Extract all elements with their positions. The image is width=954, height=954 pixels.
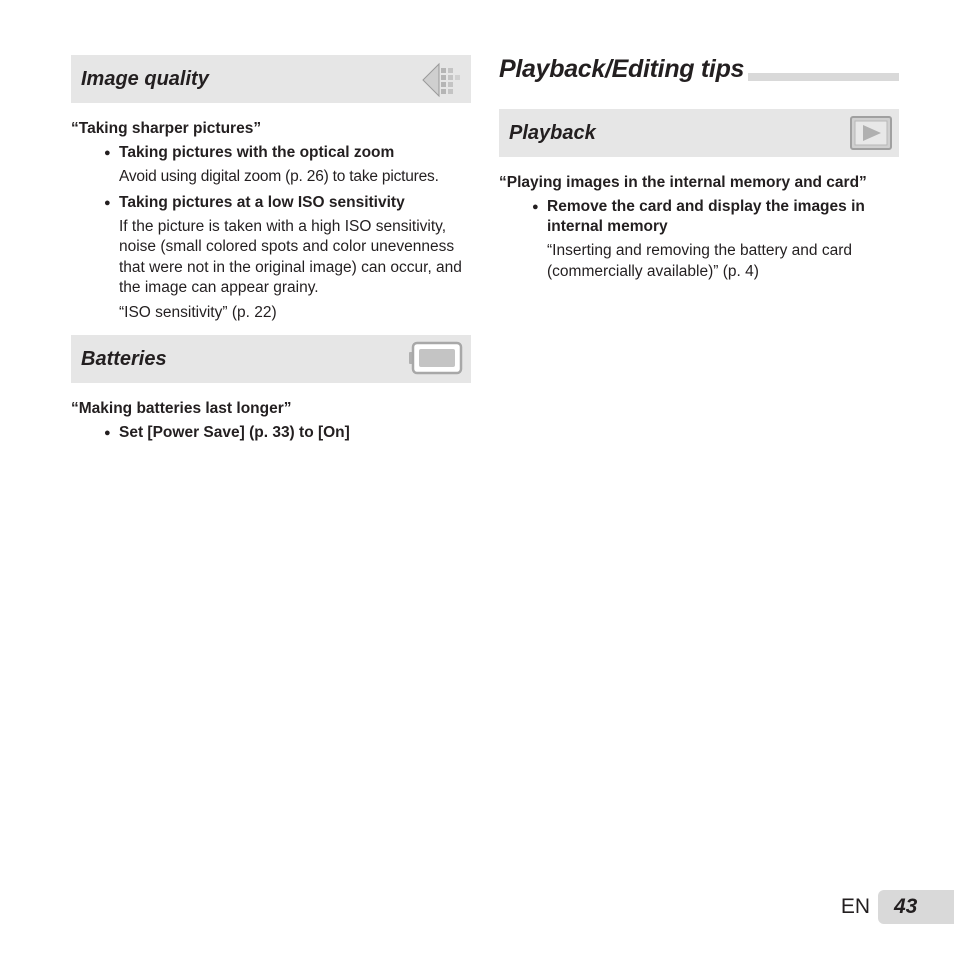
- playback-quote: “Playing images in the internal memory and card”: [499, 174, 867, 191]
- language-label: EN: [840, 895, 870, 918]
- batteries-section-header: [71, 335, 471, 383]
- bullet-remove-card: ● Remove the card and display the images in internal memory: [499, 197, 899, 237]
- image-quality-title: Image quality: [81, 67, 209, 90]
- play-icon: [849, 113, 893, 153]
- batteries-quote: “Making batteries last longer”: [71, 400, 292, 417]
- right-column: [499, 55, 899, 282]
- iso-sensitivity-ref: “ISO sensitivity” (p. 22): [119, 303, 277, 321]
- optical-zoom-text: Avoid using digital zoom (p. 26) to take pictures.: [119, 168, 439, 185]
- main-heading: [499, 55, 899, 85]
- playback-title: Playback: [509, 121, 596, 144]
- image-quality-section-header: [71, 55, 471, 103]
- bullet-power-save: ● Set [Power Save] (p. 33) to [On]: [71, 423, 471, 443]
- bullet-optical-zoom: ● Taking pictures with the optical zoom: [71, 143, 471, 163]
- battery-card-ref: “Inserting and removing the battery and card (commercially available)” (p. 4): [547, 242, 853, 280]
- battery-icon: [407, 339, 465, 379]
- page-number: 43: [878, 890, 954, 924]
- image-quality-quote: “Taking sharper pictures”: [71, 120, 262, 137]
- bullet-low-iso: ● Taking pictures at a low ISO sensitivity: [71, 193, 471, 213]
- left-column: [71, 55, 471, 443]
- batteries-title: Batteries: [81, 347, 167, 370]
- image-quality-icon: [419, 59, 465, 101]
- low-iso-text: If the picture is taken with a high ISO sensitivity, noise (small colored spots and color unevenness that were not in the original image) can occur, and the image can appear grainy.: [119, 217, 462, 296]
- page-title: Playback/Editing tips: [499, 55, 748, 83]
- playback-section-header: [499, 109, 899, 157]
- page-footer: [841, 890, 954, 924]
